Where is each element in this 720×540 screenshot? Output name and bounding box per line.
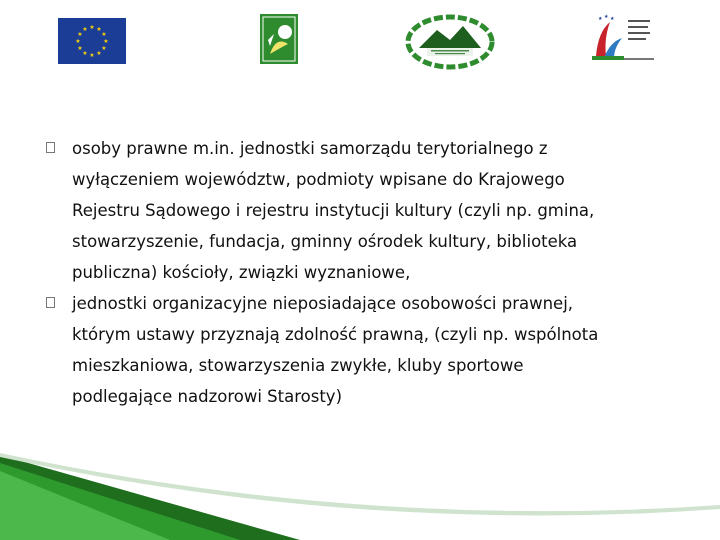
svg-text:★: ★ [96,50,102,57]
bullet-icon [46,297,55,308]
list-line: osoby prawne m.in. jednostki samorządu terytorialnego z [72,139,548,158]
list-line: publiczna) kościoły, związki wyznaniowe, [72,263,411,282]
svg-text:★: ★ [598,16,603,22]
svg-text:★: ★ [604,14,609,20]
eu-flag-logo [58,18,126,64]
list-line: wyłączeniem województw, podmioty wpisane do Krajowego [72,170,565,189]
svg-text:★: ★ [77,45,83,52]
svg-text:★: ★ [96,26,102,33]
list-line: stowarzyszenie, fundacja, gminny ośrodek kultury, biblioteka [72,232,578,251]
list-line: podlegające nadzorowi Starosty) [72,387,343,406]
list-line: którym ustawy przyznają zdolność prawną, (czyli np. wspólnota [72,325,599,344]
local-action-group-logo [405,14,495,70]
bullet-list [46,133,686,412]
svg-text:★: ★ [82,50,88,57]
svg-text:★: ★ [101,45,107,52]
list-line: Rejestru Sądowego i rejestru instytucji kultury (czyli np. gmina, [72,201,595,220]
svg-text:★: ★ [77,31,83,38]
list-item [46,133,686,288]
leader-logo [260,14,298,64]
svg-text:★: ★ [89,52,95,59]
list-line: jednostki organizacyjne nieposiadające osobowości prawnej, [72,294,574,313]
svg-text:★: ★ [89,24,95,31]
bullet-icon [46,142,55,153]
svg-text:★: ★ [101,31,107,38]
list-line: mieszkaniowa, stowarzyszenia zwykłe, kluby sportowe [72,356,524,375]
list-item [46,288,686,412]
svg-text:★: ★ [610,16,615,22]
svg-text:★: ★ [103,38,109,45]
rural-development-program-logo [584,12,664,64]
svg-text:★: ★ [82,26,88,33]
svg-text:★: ★ [75,38,81,45]
decorative-wave [0,445,720,540]
